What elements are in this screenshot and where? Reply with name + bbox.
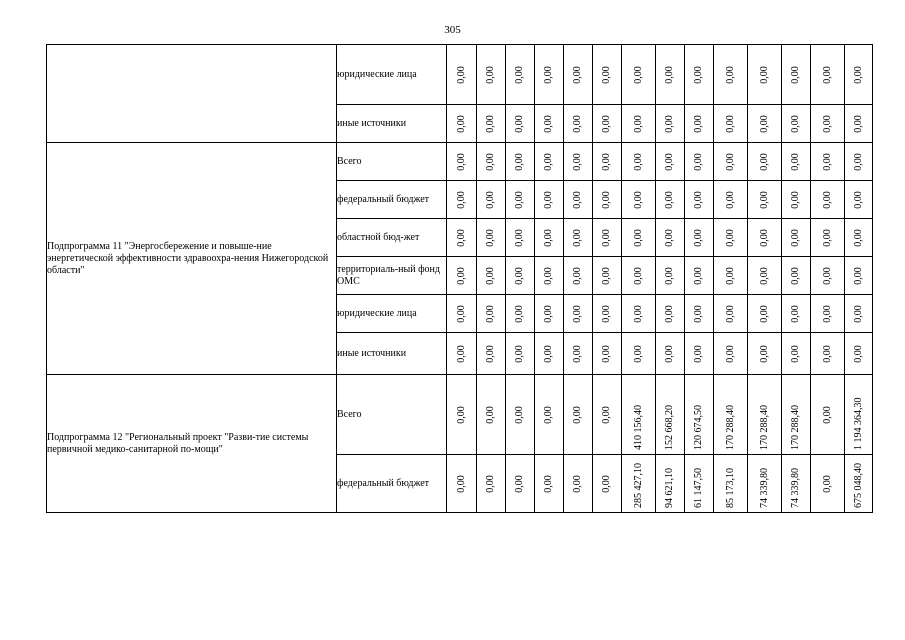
value-cell — [782, 333, 811, 375]
value-text: 0,00 — [724, 65, 736, 84]
value-text: 0,00 — [693, 65, 704, 84]
value-cell — [748, 143, 782, 181]
value-text: 0,00 — [543, 405, 554, 424]
value-cell — [748, 45, 782, 105]
value-cell — [477, 257, 506, 295]
value-cell — [593, 45, 622, 105]
value-text: 0,00 — [852, 152, 864, 171]
value-text: 0,00 — [693, 304, 704, 323]
value-cell — [447, 295, 477, 333]
value-cell — [622, 257, 656, 295]
value-text: 0,00 — [455, 190, 467, 209]
value-text: 0,00 — [485, 474, 496, 493]
value-cell — [782, 105, 811, 143]
value-cell — [506, 105, 535, 143]
value-text: 0,00 — [601, 152, 612, 171]
value-cell — [811, 143, 845, 181]
value-cell — [447, 45, 477, 105]
value-text: 0,00 — [543, 304, 554, 323]
value-cell — [535, 105, 564, 143]
value-text: 0,00 — [514, 304, 525, 323]
value-cell — [535, 143, 564, 181]
value-text: 0,00 — [514, 114, 525, 133]
value-cell — [714, 455, 748, 513]
value-text: 0,00 — [601, 304, 612, 323]
value-cell — [593, 375, 622, 455]
value-text: 0,00 — [664, 304, 675, 323]
value-cell — [535, 333, 564, 375]
value-text: 0,00 — [543, 228, 554, 247]
value-cell — [564, 295, 593, 333]
value-cell — [477, 105, 506, 143]
funding-source-cell: территориаль-ный фонд ОМС — [337, 257, 447, 295]
value-text: 0,00 — [572, 266, 583, 285]
value-text: 0,00 — [543, 190, 554, 209]
value-text: 675 048,40 — [852, 463, 864, 508]
value-cell — [506, 143, 535, 181]
value-cell — [593, 181, 622, 219]
value-text: 0,00 — [664, 152, 675, 171]
value-text: 0,00 — [572, 228, 583, 247]
value-text: 0,00 — [543, 474, 554, 493]
value-cell — [714, 219, 748, 257]
value-text: 0,00 — [724, 190, 736, 209]
value-text: 74 339,80 — [758, 468, 770, 508]
value-text: 0,00 — [724, 152, 736, 171]
value-cell — [748, 181, 782, 219]
value-text: 0,00 — [572, 114, 583, 133]
value-text: 0,00 — [693, 152, 704, 171]
value-cell — [447, 143, 477, 181]
value-text: 0,00 — [758, 344, 770, 363]
value-text: 0,00 — [543, 65, 554, 84]
value-cell — [685, 295, 714, 333]
value-text: 0,00 — [758, 190, 770, 209]
value-text: 0,00 — [514, 405, 525, 424]
value-cell — [782, 455, 811, 513]
value-text: 0,00 — [790, 190, 801, 209]
value-text: 0,00 — [601, 190, 612, 209]
value-text: 0,00 — [514, 65, 525, 84]
value-cell — [477, 219, 506, 257]
value-cell — [535, 295, 564, 333]
value-text: 0,00 — [485, 65, 496, 84]
value-text: 0,00 — [664, 114, 675, 133]
value-text: 0,00 — [852, 266, 864, 285]
value-cell — [564, 45, 593, 105]
value-text: 0,00 — [514, 344, 525, 363]
value-text: 0,00 — [514, 474, 525, 493]
value-cell — [714, 181, 748, 219]
value-text: 0,00 — [455, 228, 467, 247]
value-text: 0,00 — [790, 304, 801, 323]
value-cell — [447, 333, 477, 375]
value-text: 0,00 — [572, 405, 583, 424]
value-cell — [506, 181, 535, 219]
value-cell — [564, 455, 593, 513]
value-text: 0,00 — [572, 474, 583, 493]
value-text: 0,00 — [821, 344, 833, 363]
value-text: 1 194 364,30 — [852, 397, 864, 450]
value-text: 0,00 — [821, 405, 833, 424]
value-cell — [447, 375, 477, 455]
value-cell — [685, 105, 714, 143]
value-cell — [622, 375, 656, 455]
value-text: 0,00 — [852, 304, 864, 323]
value-cell — [447, 105, 477, 143]
value-text: 0,00 — [455, 114, 467, 133]
value-cell — [845, 455, 873, 513]
table-row — [47, 375, 873, 455]
value-cell — [506, 455, 535, 513]
value-cell — [656, 181, 685, 219]
value-cell — [748, 295, 782, 333]
value-text: 410 156,40 — [632, 405, 644, 450]
value-cell — [593, 295, 622, 333]
value-cell — [714, 143, 748, 181]
value-cell — [714, 45, 748, 105]
value-text: 0,00 — [455, 474, 467, 493]
value-cell — [506, 375, 535, 455]
value-cell — [622, 143, 656, 181]
value-text: 0,00 — [664, 190, 675, 209]
value-text: 0,00 — [485, 304, 496, 323]
value-text: 0,00 — [821, 228, 833, 247]
value-text: 0,00 — [664, 344, 675, 363]
value-cell — [564, 143, 593, 181]
value-text: 0,00 — [724, 114, 736, 133]
value-cell — [748, 333, 782, 375]
funding-source-cell: юридические лица — [337, 295, 447, 333]
value-text: 0,00 — [758, 228, 770, 247]
value-cell — [685, 333, 714, 375]
value-text: 0,00 — [664, 65, 675, 84]
value-cell — [748, 375, 782, 455]
value-cell — [535, 181, 564, 219]
funding-source-cell: федеральный бюджет — [337, 181, 447, 219]
value-text: 0,00 — [572, 190, 583, 209]
value-cell — [622, 105, 656, 143]
value-text: 0,00 — [821, 190, 833, 209]
value-cell — [811, 455, 845, 513]
value-cell — [477, 333, 506, 375]
value-text: 0,00 — [693, 190, 704, 209]
value-cell — [447, 181, 477, 219]
value-text: 0,00 — [632, 266, 644, 285]
value-cell — [811, 181, 845, 219]
value-cell — [782, 181, 811, 219]
value-cell — [811, 375, 845, 455]
value-text: 170 288,40 — [790, 405, 801, 450]
value-text: 0,00 — [821, 114, 833, 133]
value-cell — [622, 333, 656, 375]
value-cell — [593, 333, 622, 375]
value-cell — [782, 143, 811, 181]
value-text: 0,00 — [632, 344, 644, 363]
table-row — [47, 45, 873, 105]
value-cell — [656, 257, 685, 295]
value-text: 0,00 — [485, 190, 496, 209]
value-text: 120 674,50 — [693, 405, 704, 450]
value-cell — [782, 257, 811, 295]
value-cell — [845, 105, 873, 143]
value-cell — [845, 143, 873, 181]
value-cell — [506, 219, 535, 257]
value-cell — [535, 455, 564, 513]
value-text: 0,00 — [758, 65, 770, 84]
value-text: 0,00 — [455, 344, 467, 363]
value-cell — [748, 105, 782, 143]
value-text: 170 288,40 — [724, 405, 736, 450]
value-cell — [685, 219, 714, 257]
value-cell — [782, 375, 811, 455]
value-cell — [564, 333, 593, 375]
value-text: 0,00 — [632, 152, 644, 171]
value-text: 0,00 — [601, 474, 612, 493]
value-text: 0,00 — [758, 266, 770, 285]
value-text: 0,00 — [572, 65, 583, 84]
value-text: 0,00 — [543, 344, 554, 363]
value-text: 0,00 — [632, 114, 644, 133]
value-text: 0,00 — [514, 190, 525, 209]
value-cell — [714, 295, 748, 333]
value-cell — [845, 375, 873, 455]
value-cell — [506, 295, 535, 333]
value-cell — [564, 375, 593, 455]
value-text: 0,00 — [543, 114, 554, 133]
value-cell — [593, 219, 622, 257]
value-cell — [685, 181, 714, 219]
value-cell — [622, 455, 656, 513]
value-cell — [748, 257, 782, 295]
funding-source-cell: федеральный бюджет — [337, 455, 447, 513]
value-cell — [782, 295, 811, 333]
value-text: 0,00 — [790, 65, 801, 84]
value-text: 85 173,10 — [724, 468, 736, 508]
value-text: 0,00 — [821, 65, 833, 84]
funding-source-cell: Всего — [337, 375, 447, 455]
value-text: 0,00 — [485, 114, 496, 133]
value-text: 0,00 — [758, 114, 770, 133]
value-text: 0,00 — [821, 474, 833, 493]
value-cell — [447, 219, 477, 257]
value-text: 0,00 — [693, 344, 704, 363]
value-text: 0,00 — [821, 152, 833, 171]
value-cell — [685, 143, 714, 181]
value-text: 0,00 — [724, 228, 736, 247]
value-cell — [506, 257, 535, 295]
value-cell — [811, 219, 845, 257]
funding-source-cell: Всего — [337, 143, 447, 181]
value-text: 0,00 — [693, 266, 704, 285]
value-cell — [593, 455, 622, 513]
value-text: 0,00 — [601, 65, 612, 84]
value-text: 0,00 — [601, 114, 612, 133]
value-text: 0,00 — [724, 304, 736, 323]
value-text: 0,00 — [485, 228, 496, 247]
value-text: 0,00 — [572, 304, 583, 323]
value-cell — [622, 45, 656, 105]
value-cell — [845, 257, 873, 295]
value-cell — [477, 45, 506, 105]
value-text: 0,00 — [601, 405, 612, 424]
value-text: 0,00 — [455, 304, 467, 323]
value-cell — [782, 45, 811, 105]
value-cell — [656, 143, 685, 181]
value-text: 0,00 — [632, 65, 644, 84]
value-text: 0,00 — [790, 266, 801, 285]
value-cell — [782, 219, 811, 257]
value-cell — [811, 257, 845, 295]
value-cell — [535, 375, 564, 455]
value-text: 0,00 — [455, 266, 467, 285]
value-cell — [477, 375, 506, 455]
value-text: 0,00 — [664, 228, 675, 247]
value-cell — [477, 455, 506, 513]
value-cell — [477, 295, 506, 333]
value-text: 0,00 — [601, 266, 612, 285]
value-cell — [845, 181, 873, 219]
value-cell — [477, 143, 506, 181]
value-text: 285 427,10 — [632, 463, 644, 508]
value-text: 0,00 — [601, 228, 612, 247]
value-cell — [535, 45, 564, 105]
page-number: 305 — [444, 24, 461, 36]
value-cell — [447, 455, 477, 513]
value-cell — [714, 257, 748, 295]
value-cell — [656, 295, 685, 333]
value-cell — [506, 333, 535, 375]
value-cell — [593, 143, 622, 181]
funding-source-cell: юридические лица — [337, 45, 447, 105]
value-cell — [564, 257, 593, 295]
program-name-cell: Подпрограмма 11 "Энергосбережение и повыше-ние энергетической эффективности здравоохра-нения Нижегородской области" — [47, 143, 337, 375]
value-cell — [748, 219, 782, 257]
value-text: 152 668,20 — [664, 405, 675, 450]
value-text: 0,00 — [543, 152, 554, 171]
value-text: 0,00 — [455, 152, 467, 171]
value-text: 0,00 — [514, 228, 525, 247]
value-text: 0,00 — [693, 114, 704, 133]
value-cell — [714, 105, 748, 143]
value-text: 0,00 — [821, 266, 833, 285]
value-text: 0,00 — [693, 228, 704, 247]
value-text: 0,00 — [758, 152, 770, 171]
value-text: 0,00 — [485, 344, 496, 363]
funding-source-cell: иные источники — [337, 105, 447, 143]
value-cell — [447, 257, 477, 295]
value-text: 61 147,50 — [693, 468, 704, 508]
value-cell — [714, 375, 748, 455]
funding-source-cell: областной бюд-жет — [337, 219, 447, 257]
value-text: 0,00 — [821, 304, 833, 323]
funding-table — [46, 44, 873, 513]
value-text: 0,00 — [485, 266, 496, 285]
value-cell — [811, 295, 845, 333]
value-text: 0,00 — [632, 190, 644, 209]
value-text: 0,00 — [664, 266, 675, 285]
value-text: 74 339,80 — [790, 468, 801, 508]
value-cell — [656, 333, 685, 375]
value-cell — [845, 333, 873, 375]
program-name-cell — [47, 45, 337, 143]
value-text: 0,00 — [455, 65, 467, 84]
value-text: 0,00 — [601, 344, 612, 363]
value-text: 0,00 — [724, 344, 736, 363]
value-cell — [564, 105, 593, 143]
value-text: 0,00 — [790, 344, 801, 363]
value-text: 0,00 — [514, 152, 525, 171]
value-text: 0,00 — [485, 405, 496, 424]
value-text: 0,00 — [632, 304, 644, 323]
value-text: 0,00 — [724, 266, 736, 285]
value-cell — [622, 219, 656, 257]
value-text: 0,00 — [543, 266, 554, 285]
value-text: 94 621,10 — [664, 468, 675, 508]
value-text: 0,00 — [758, 304, 770, 323]
value-text: 0,00 — [790, 152, 801, 171]
value-cell — [622, 295, 656, 333]
value-cell — [748, 455, 782, 513]
value-text: 0,00 — [572, 344, 583, 363]
value-text: 0,00 — [852, 190, 864, 209]
value-cell — [506, 45, 535, 105]
value-text: 0,00 — [790, 228, 801, 247]
value-cell — [564, 181, 593, 219]
funding-source-cell: иные источники — [337, 333, 447, 375]
value-cell — [685, 257, 714, 295]
value-cell — [811, 45, 845, 105]
value-cell — [593, 105, 622, 143]
value-text: 0,00 — [852, 344, 864, 363]
value-text: 0,00 — [790, 114, 801, 133]
value-text: 0,00 — [455, 405, 467, 424]
value-cell — [622, 181, 656, 219]
value-text: 0,00 — [632, 228, 644, 247]
value-cell — [564, 219, 593, 257]
value-cell — [656, 105, 685, 143]
value-cell — [685, 455, 714, 513]
value-text: 0,00 — [852, 228, 864, 247]
value-cell — [535, 257, 564, 295]
value-text: 0,00 — [485, 152, 496, 171]
value-cell — [656, 455, 685, 513]
value-cell — [811, 333, 845, 375]
value-text: 0,00 — [852, 114, 864, 133]
table-row — [47, 143, 873, 181]
value-cell — [593, 257, 622, 295]
value-cell — [845, 219, 873, 257]
value-cell — [656, 45, 685, 105]
value-cell — [685, 45, 714, 105]
value-cell — [535, 219, 564, 257]
value-cell — [685, 375, 714, 455]
value-cell — [845, 45, 873, 105]
value-cell — [477, 181, 506, 219]
value-text: 0,00 — [852, 65, 864, 84]
value-cell — [811, 105, 845, 143]
value-cell — [656, 375, 685, 455]
value-text: 0,00 — [514, 266, 525, 285]
value-text: 170 288,40 — [758, 405, 770, 450]
value-cell — [714, 333, 748, 375]
program-name-cell: Подпрограмма 12 "Региональный проект "Разви-тие системы первичной медико-санитарной по-мощи" — [47, 375, 337, 513]
value-text: 0,00 — [572, 152, 583, 171]
value-cell — [656, 219, 685, 257]
value-cell — [845, 295, 873, 333]
